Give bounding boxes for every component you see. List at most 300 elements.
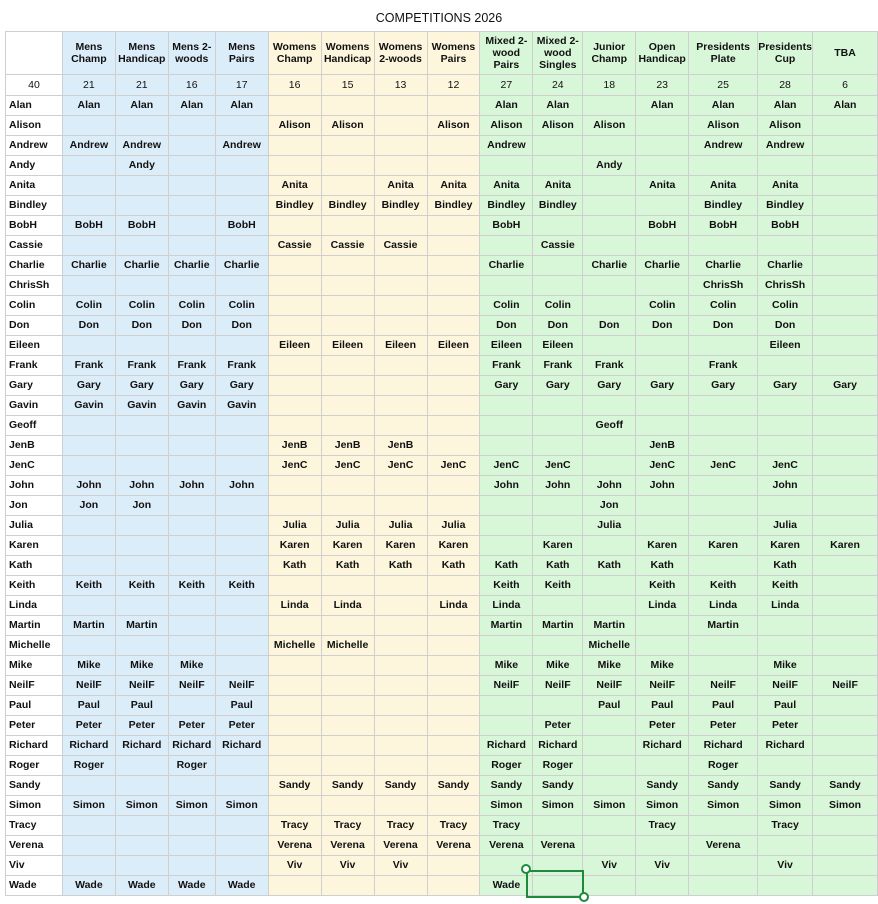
entry-cell[interactable] <box>62 156 115 176</box>
entry-cell[interactable]: Gary <box>480 376 533 396</box>
entry-cell[interactable]: BobH <box>758 216 813 236</box>
entry-cell[interactable] <box>758 756 813 776</box>
entry-cell[interactable] <box>215 416 268 436</box>
entry-cell[interactable]: Gary <box>689 376 758 396</box>
entry-cell[interactable]: Alan <box>480 96 533 116</box>
entry-cell[interactable] <box>168 636 215 656</box>
entry-cell[interactable] <box>427 156 480 176</box>
entry-cell[interactable] <box>533 256 583 276</box>
entry-cell[interactable] <box>583 196 636 216</box>
entry-cell[interactable] <box>215 276 268 296</box>
entry-cell[interactable]: Don <box>583 316 636 336</box>
entry-cell[interactable] <box>321 496 374 516</box>
entry-cell[interactable] <box>321 296 374 316</box>
entry-count-cell[interactable]: 13 <box>374 75 427 96</box>
entry-cell[interactable]: Andrew <box>115 136 168 156</box>
entry-cell[interactable] <box>636 356 689 376</box>
player-name-cell[interactable]: Andrew <box>6 136 63 156</box>
entry-cell[interactable] <box>62 856 115 876</box>
entry-cell[interactable] <box>480 636 533 656</box>
entry-cell[interactable] <box>115 776 168 796</box>
entry-cell[interactable] <box>374 396 427 416</box>
entry-cell[interactable]: Michelle <box>268 636 321 656</box>
entry-cell[interactable]: Mike <box>636 656 689 676</box>
entry-cell[interactable] <box>636 636 689 656</box>
entry-cell[interactable] <box>62 836 115 856</box>
entry-cell[interactable] <box>62 236 115 256</box>
entry-cell[interactable]: Andy <box>115 156 168 176</box>
entry-cell[interactable]: Karen <box>689 536 758 556</box>
entry-count-cell[interactable]: 6 <box>813 75 878 96</box>
entry-cell[interactable]: Gary <box>533 376 583 396</box>
entry-cell[interactable] <box>583 396 636 416</box>
entry-cell[interactable] <box>321 216 374 236</box>
entry-cell[interactable]: Gavin <box>62 396 115 416</box>
entry-cell[interactable]: Linda <box>427 596 480 616</box>
entry-cell[interactable] <box>168 436 215 456</box>
entry-cell[interactable]: Don <box>62 316 115 336</box>
entry-count-cell[interactable]: 12 <box>427 75 480 96</box>
entry-cell[interactable] <box>321 756 374 776</box>
entry-cell[interactable]: Colin <box>168 296 215 316</box>
entry-cell[interactable] <box>268 716 321 736</box>
entry-cell[interactable] <box>268 476 321 496</box>
entry-cell[interactable]: Viv <box>583 856 636 876</box>
entry-cell[interactable] <box>813 876 878 896</box>
entry-cell[interactable]: Karen <box>374 536 427 556</box>
entry-cell[interactable] <box>636 876 689 896</box>
entry-cell[interactable]: John <box>583 476 636 496</box>
entry-cell[interactable]: Bindley <box>480 196 533 216</box>
entry-cell[interactable] <box>374 596 427 616</box>
entry-cell[interactable]: Alan <box>115 96 168 116</box>
entry-count-cell[interactable]: 18 <box>583 75 636 96</box>
entry-cell[interactable]: Martin <box>689 616 758 636</box>
entry-cell[interactable]: Eileen <box>758 336 813 356</box>
entry-cell[interactable]: Julia <box>321 516 374 536</box>
entry-cell[interactable]: Andrew <box>758 136 813 156</box>
entry-cell[interactable] <box>62 816 115 836</box>
entry-cell[interactable]: Linda <box>321 596 374 616</box>
entry-cell[interactable] <box>321 576 374 596</box>
entry-cell[interactable] <box>115 436 168 456</box>
entry-cell[interactable]: Don <box>636 316 689 336</box>
entry-cell[interactable]: John <box>758 476 813 496</box>
entry-cell[interactable] <box>636 136 689 156</box>
entry-cell[interactable] <box>813 496 878 516</box>
entry-cell[interactable]: Keith <box>636 576 689 596</box>
entry-cell[interactable]: Don <box>115 316 168 336</box>
entry-cell[interactable] <box>62 456 115 476</box>
entry-cell[interactable]: Roger <box>168 756 215 776</box>
player-name-cell[interactable]: Martin <box>6 616 63 636</box>
entry-cell[interactable] <box>758 156 813 176</box>
entry-cell[interactable] <box>813 176 878 196</box>
entry-cell[interactable]: Frank <box>533 356 583 376</box>
entry-cell[interactable] <box>480 516 533 536</box>
entry-cell[interactable] <box>533 436 583 456</box>
entry-cell[interactable] <box>168 456 215 476</box>
entry-count-cell[interactable]: 23 <box>636 75 689 96</box>
entry-cell[interactable] <box>268 296 321 316</box>
entry-cell[interactable] <box>321 96 374 116</box>
player-name-cell[interactable]: Alan <box>6 96 63 116</box>
entry-cell[interactable]: Eileen <box>533 336 583 356</box>
entry-cell[interactable]: Kath <box>268 556 321 576</box>
entry-cell[interactable] <box>215 596 268 616</box>
entry-cell[interactable]: JenC <box>480 456 533 476</box>
entry-cell[interactable] <box>321 396 374 416</box>
entry-cell[interactable] <box>215 776 268 796</box>
entry-cell[interactable]: Karen <box>268 536 321 556</box>
entry-cell[interactable] <box>636 156 689 176</box>
entry-cell[interactable]: Alan <box>758 96 813 116</box>
entry-cell[interactable]: Mike <box>583 656 636 676</box>
total-count-cell[interactable]: 40 <box>6 75 63 96</box>
entry-cell[interactable] <box>533 496 583 516</box>
entry-cell[interactable]: Julia <box>583 516 636 536</box>
entry-cell[interactable]: Eileen <box>321 336 374 356</box>
entry-cell[interactable] <box>168 836 215 856</box>
entry-cell[interactable] <box>813 236 878 256</box>
entry-cell[interactable] <box>636 836 689 856</box>
entry-cell[interactable]: Richard <box>636 736 689 756</box>
entry-cell[interactable]: Alan <box>533 96 583 116</box>
entry-cell[interactable]: Eileen <box>480 336 533 356</box>
entry-cell[interactable] <box>168 556 215 576</box>
player-name-cell[interactable]: Sandy <box>6 776 63 796</box>
entry-cell[interactable] <box>533 696 583 716</box>
entry-cell[interactable]: Charlie <box>636 256 689 276</box>
selection-handle-top[interactable] <box>521 864 531 874</box>
entry-cell[interactable]: Richard <box>758 736 813 756</box>
player-name-cell[interactable]: Andy <box>6 156 63 176</box>
entry-cell[interactable] <box>215 176 268 196</box>
entry-cell[interactable]: Paul <box>636 696 689 716</box>
entry-cell[interactable] <box>689 436 758 456</box>
entry-cell[interactable]: Richard <box>62 736 115 756</box>
competition-header[interactable]: Junior Champ <box>583 32 636 75</box>
entry-count-cell[interactable]: 21 <box>62 75 115 96</box>
entry-cell[interactable]: JenB <box>636 436 689 456</box>
entry-cell[interactable]: Frank <box>215 356 268 376</box>
entry-cell[interactable] <box>268 136 321 156</box>
entry-cell[interactable]: Roger <box>689 756 758 776</box>
entry-cell[interactable]: Verena <box>321 836 374 856</box>
entry-cell[interactable] <box>689 636 758 656</box>
entry-cell[interactable] <box>813 616 878 636</box>
entry-cell[interactable] <box>62 436 115 456</box>
entry-cell[interactable]: Gavin <box>115 396 168 416</box>
entry-cell[interactable] <box>215 556 268 576</box>
entry-cell[interactable] <box>636 236 689 256</box>
entry-cell[interactable] <box>168 176 215 196</box>
entry-cell[interactable]: JenC <box>689 456 758 476</box>
competition-header[interactable]: Womens 2-woods <box>374 32 427 75</box>
entry-cell[interactable] <box>689 236 758 256</box>
entry-cell[interactable] <box>374 696 427 716</box>
entry-cell[interactable]: Tracy <box>758 816 813 836</box>
entry-cell[interactable]: Tracy <box>480 816 533 836</box>
entry-cell[interactable] <box>689 336 758 356</box>
player-name-cell[interactable]: Jon <box>6 496 63 516</box>
entry-cell[interactable] <box>427 476 480 496</box>
player-name-cell[interactable]: Tracy <box>6 816 63 836</box>
entry-cell[interactable]: Sandy <box>480 776 533 796</box>
entry-cell[interactable] <box>62 776 115 796</box>
entry-cell[interactable]: JenC <box>427 456 480 476</box>
entry-cell[interactable] <box>268 96 321 116</box>
entry-cell[interactable]: BobH <box>115 216 168 236</box>
entry-cell[interactable]: Richard <box>533 736 583 756</box>
player-name-cell[interactable]: Roger <box>6 756 63 776</box>
entry-cell[interactable]: Simon <box>758 796 813 816</box>
entry-cell[interactable] <box>374 636 427 656</box>
player-name-cell[interactable]: Gavin <box>6 396 63 416</box>
entry-cell[interactable] <box>268 376 321 396</box>
entry-cell[interactable] <box>168 276 215 296</box>
entry-cell[interactable] <box>62 416 115 436</box>
entry-cell[interactable] <box>115 416 168 436</box>
entry-count-cell[interactable]: 15 <box>321 75 374 96</box>
player-name-cell[interactable]: Gary <box>6 376 63 396</box>
entry-cell[interactable] <box>427 856 480 876</box>
entry-cell[interactable]: Richard <box>689 736 758 756</box>
entry-cell[interactable]: Andrew <box>480 136 533 156</box>
entry-cell[interactable] <box>583 176 636 196</box>
entry-cell[interactable] <box>62 176 115 196</box>
entry-cell[interactable]: Kath <box>321 556 374 576</box>
entry-cell[interactable]: Tracy <box>321 816 374 836</box>
entry-cell[interactable]: Mike <box>480 656 533 676</box>
entry-cell[interactable] <box>533 216 583 236</box>
entry-cell[interactable] <box>583 456 636 476</box>
entry-cell[interactable] <box>427 376 480 396</box>
entry-cell[interactable]: John <box>168 476 215 496</box>
entry-cell[interactable]: Sandy <box>321 776 374 796</box>
entry-cell[interactable]: Don <box>480 316 533 336</box>
entry-cell[interactable]: Paul <box>62 696 115 716</box>
entry-cell[interactable] <box>374 656 427 676</box>
entry-cell[interactable]: Wade <box>115 876 168 896</box>
entry-cell[interactable]: Richard <box>115 736 168 756</box>
entry-cell[interactable]: Karen <box>636 536 689 556</box>
competition-header[interactable]: Womens Champ <box>268 32 321 75</box>
entry-cell[interactable]: Michelle <box>321 636 374 656</box>
entry-cell[interactable] <box>321 416 374 436</box>
entry-cell[interactable] <box>427 616 480 636</box>
entry-cell[interactable]: Tracy <box>427 816 480 836</box>
entry-cell[interactable] <box>62 536 115 556</box>
entry-cell[interactable] <box>374 676 427 696</box>
entry-cell[interactable]: Simon <box>689 796 758 816</box>
entry-cell[interactable] <box>115 556 168 576</box>
entry-cell[interactable] <box>813 656 878 676</box>
entry-cell[interactable] <box>758 876 813 896</box>
entry-cell[interactable]: Roger <box>480 756 533 776</box>
entry-cell[interactable]: BobH <box>689 216 758 236</box>
entry-cell[interactable] <box>321 356 374 376</box>
entry-cell[interactable] <box>115 756 168 776</box>
entry-cell[interactable]: Simon <box>215 796 268 816</box>
entry-cell[interactable]: Tracy <box>268 816 321 836</box>
entry-cell[interactable]: Alison <box>321 116 374 136</box>
entry-cell[interactable]: Paul <box>583 696 636 716</box>
entry-cell[interactable]: Verena <box>533 836 583 856</box>
entry-cell[interactable]: Martin <box>480 616 533 636</box>
entry-cell[interactable] <box>115 176 168 196</box>
entry-cell[interactable]: Sandy <box>689 776 758 796</box>
entry-cell[interactable]: Frank <box>62 356 115 376</box>
entry-cell[interactable] <box>268 656 321 676</box>
entry-cell[interactable]: Paul <box>215 696 268 716</box>
entry-cell[interactable]: JenC <box>533 456 583 476</box>
entry-cell[interactable]: Mike <box>62 656 115 676</box>
entry-cell[interactable] <box>813 336 878 356</box>
entry-cell[interactable] <box>480 276 533 296</box>
entry-cell[interactable]: Anita <box>689 176 758 196</box>
entry-cell[interactable] <box>115 336 168 356</box>
entry-cell[interactable]: Jon <box>62 496 115 516</box>
entry-cell[interactable] <box>115 116 168 136</box>
entry-cell[interactable]: JenC <box>268 456 321 476</box>
player-name-cell[interactable]: Eileen <box>6 336 63 356</box>
entry-cell[interactable]: Viv <box>374 856 427 876</box>
player-name-cell[interactable]: Verena <box>6 836 63 856</box>
entry-cell[interactable] <box>268 616 321 636</box>
entry-cell[interactable] <box>689 496 758 516</box>
player-name-cell[interactable]: Alison <box>6 116 63 136</box>
entry-cell[interactable]: Simon <box>813 796 878 816</box>
competition-header[interactable]: Womens Pairs <box>427 32 480 75</box>
entry-cell[interactable] <box>268 396 321 416</box>
entry-cell[interactable]: Charlie <box>115 256 168 276</box>
entry-cell[interactable] <box>813 156 878 176</box>
entry-cell[interactable]: Bindley <box>268 196 321 216</box>
entry-cell[interactable]: JenC <box>758 456 813 476</box>
entry-cell[interactable] <box>115 276 168 296</box>
entry-cell[interactable] <box>758 636 813 656</box>
entry-cell[interactable]: Alison <box>758 116 813 136</box>
entry-cell[interactable]: JenB <box>321 436 374 456</box>
entry-cell[interactable]: John <box>533 476 583 496</box>
entry-cell[interactable] <box>583 736 636 756</box>
entry-cell[interactable]: Alan <box>813 96 878 116</box>
entry-cell[interactable]: Wade <box>168 876 215 896</box>
entry-cell[interactable] <box>813 116 878 136</box>
player-name-cell[interactable]: Geoff <box>6 416 63 436</box>
entry-cell[interactable]: John <box>62 476 115 496</box>
entry-cell[interactable]: Peter <box>689 716 758 736</box>
entry-cell[interactable]: Julia <box>427 516 480 536</box>
entry-count-cell[interactable]: 25 <box>689 75 758 96</box>
entry-cell[interactable]: NeilF <box>168 676 215 696</box>
competition-header[interactable]: Mens Pairs <box>215 32 268 75</box>
entry-cell[interactable] <box>427 416 480 436</box>
entry-cell[interactable]: Jon <box>115 496 168 516</box>
entry-cell[interactable]: John <box>636 476 689 496</box>
player-name-cell[interactable]: Peter <box>6 716 63 736</box>
entry-cell[interactable] <box>168 116 215 136</box>
entry-cell[interactable] <box>813 136 878 156</box>
entry-cell[interactable] <box>268 736 321 756</box>
entry-cell[interactable] <box>374 876 427 896</box>
entry-cell[interactable] <box>268 156 321 176</box>
entry-cell[interactable]: Frank <box>115 356 168 376</box>
entry-cell[interactable]: Martin <box>62 616 115 636</box>
entry-cell[interactable] <box>427 96 480 116</box>
entry-cell[interactable]: Keith <box>62 576 115 596</box>
entry-cell[interactable]: Sandy <box>813 776 878 796</box>
entry-cell[interactable] <box>758 496 813 516</box>
entry-cell[interactable] <box>813 836 878 856</box>
entry-cell[interactable] <box>168 496 215 516</box>
entry-cell[interactable] <box>215 336 268 356</box>
entry-cell[interactable] <box>427 876 480 896</box>
entry-cell[interactable]: JenC <box>636 456 689 476</box>
entry-cell[interactable] <box>813 756 878 776</box>
entry-cell[interactable]: Peter <box>533 716 583 736</box>
entry-cell[interactable] <box>636 516 689 536</box>
entry-cell[interactable]: Karen <box>758 536 813 556</box>
competition-header[interactable]: Mens Handicap <box>115 32 168 75</box>
entry-cell[interactable] <box>427 256 480 276</box>
entry-cell[interactable] <box>480 536 533 556</box>
entry-cell[interactable] <box>321 676 374 696</box>
entry-cell[interactable] <box>427 496 480 516</box>
entry-cell[interactable] <box>62 336 115 356</box>
entry-cell[interactable]: Bindley <box>374 196 427 216</box>
entry-cell[interactable]: Gary <box>168 376 215 396</box>
entry-cell[interactable] <box>813 296 878 316</box>
entry-cell[interactable]: Gavin <box>168 396 215 416</box>
entry-cell[interactable]: Andrew <box>689 136 758 156</box>
player-name-cell[interactable]: Don <box>6 316 63 336</box>
entry-cell[interactable]: Frank <box>480 356 533 376</box>
entry-cell[interactable]: Verena <box>268 836 321 856</box>
entry-cell[interactable]: Gary <box>115 376 168 396</box>
entry-cell[interactable]: Verena <box>427 836 480 856</box>
entry-cell[interactable]: Simon <box>583 796 636 816</box>
entry-cell[interactable] <box>268 256 321 276</box>
entry-cell[interactable]: Roger <box>533 756 583 776</box>
entry-cell[interactable] <box>689 416 758 436</box>
entry-cell[interactable] <box>215 636 268 656</box>
entry-cell[interactable]: Sandy <box>533 776 583 796</box>
entry-cell[interactable]: NeilF <box>758 676 813 696</box>
entry-cell[interactable] <box>115 536 168 556</box>
entry-cell[interactable] <box>427 396 480 416</box>
entry-cell[interactable]: Gary <box>758 376 813 396</box>
entry-cell[interactable] <box>636 116 689 136</box>
entry-cell[interactable] <box>813 516 878 536</box>
entry-cell[interactable] <box>758 356 813 376</box>
entry-cell[interactable] <box>268 356 321 376</box>
entry-cell[interactable] <box>533 876 583 896</box>
entry-cell[interactable]: Bindley <box>758 196 813 216</box>
entry-cell[interactable]: Martin <box>533 616 583 636</box>
competition-header[interactable]: Open Handicap <box>636 32 689 75</box>
entry-cell[interactable]: John <box>115 476 168 496</box>
entry-cell[interactable] <box>427 636 480 656</box>
entry-cell[interactable] <box>813 696 878 716</box>
entry-cell[interactable] <box>115 196 168 216</box>
entry-cell[interactable]: Anita <box>427 176 480 196</box>
entry-cell[interactable] <box>62 276 115 296</box>
entry-cell[interactable]: Colin <box>636 296 689 316</box>
entry-cell[interactable] <box>321 376 374 396</box>
entry-cell[interactable] <box>374 136 427 156</box>
